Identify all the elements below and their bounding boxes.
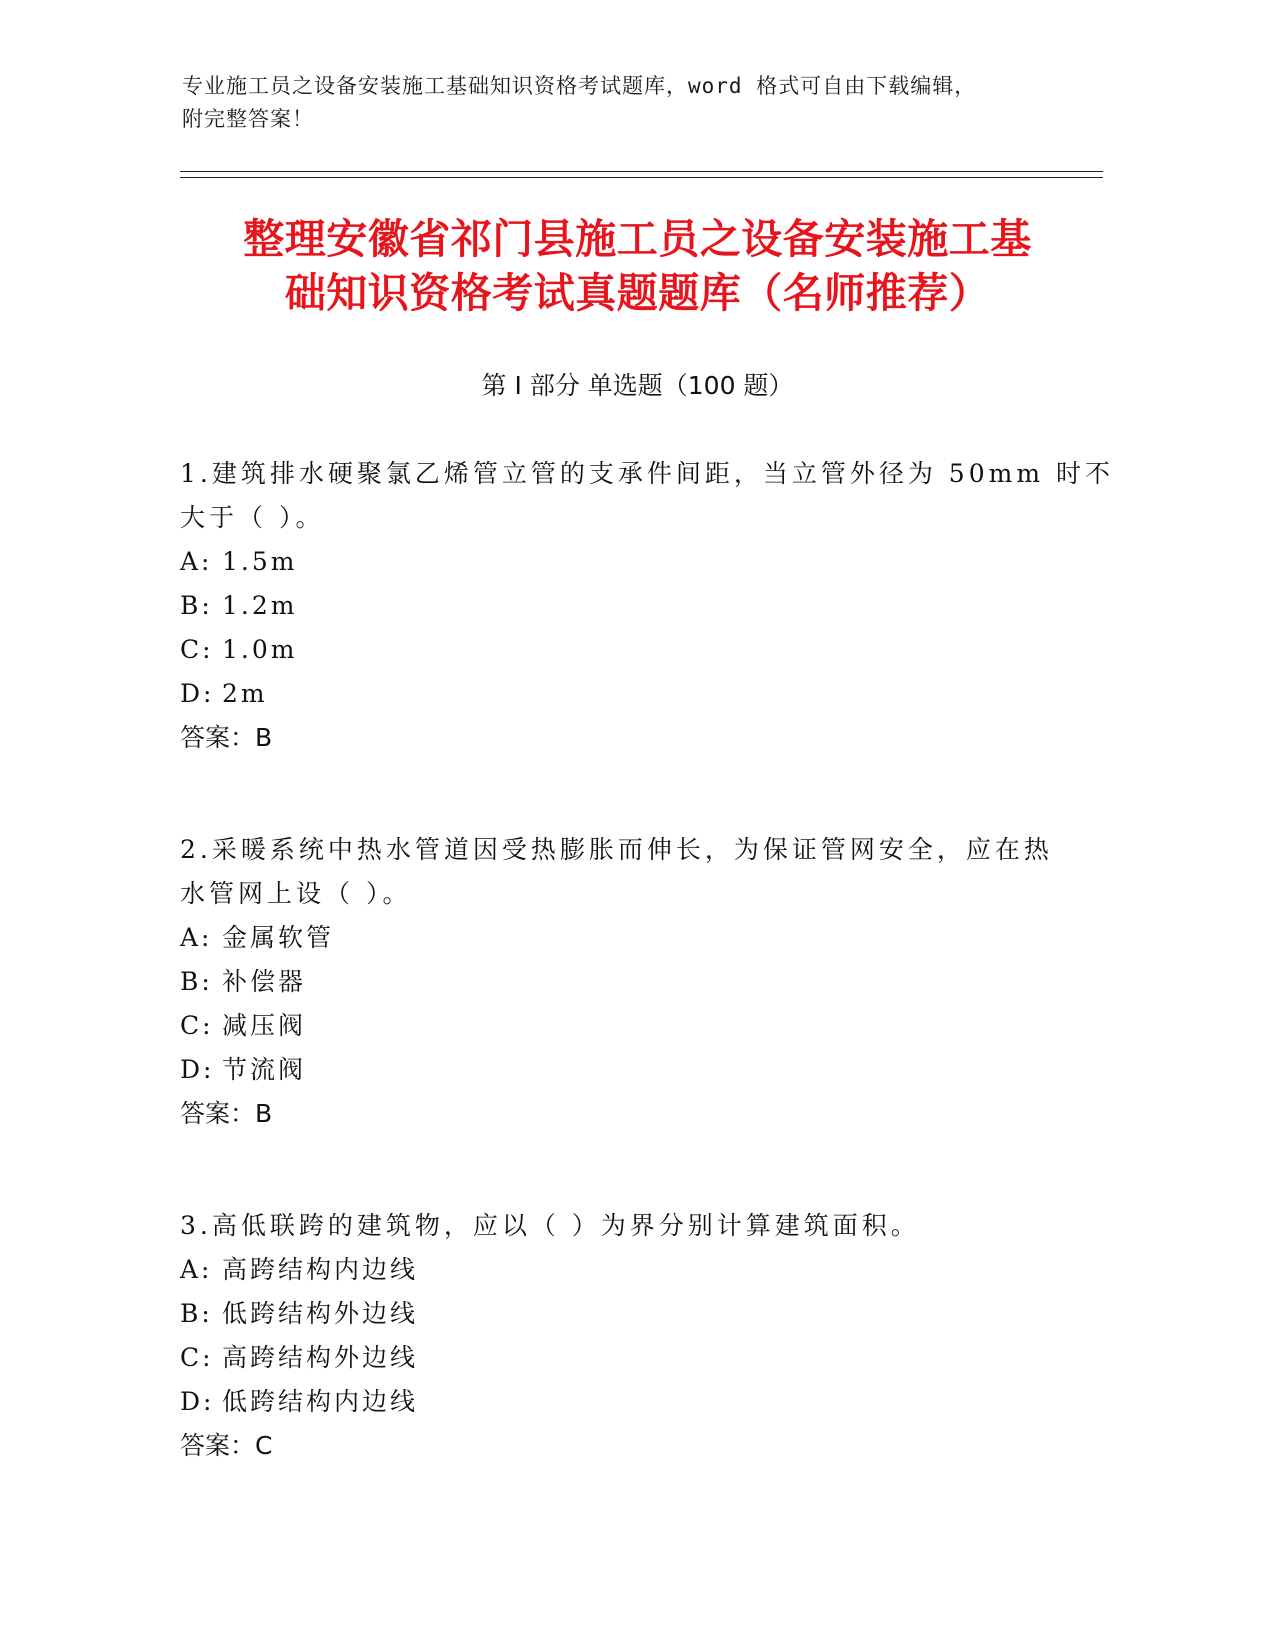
answer-label: 答案：C [180, 1431, 273, 1460]
header-note-line-2: 附完整答案！ [182, 107, 314, 131]
option-b [180, 1292, 1060, 1336]
option-letter: B: [180, 591, 213, 620]
option-text: 节流阀 [222, 1055, 307, 1084]
option-letter: C: [180, 1011, 214, 1040]
option-c [180, 1336, 1060, 1380]
option-a [180, 916, 1060, 960]
option-letter: A: [180, 923, 213, 952]
option-letter: C: [180, 635, 214, 664]
header-divider-bottom [180, 177, 1103, 178]
question-1 [180, 452, 1114, 760]
option-d [180, 1048, 1060, 1092]
question-stem-line: 水管网上设（ ）。 [180, 879, 412, 908]
answer-label: 答案：B [180, 723, 273, 752]
document-title [150, 212, 1125, 320]
question-list [180, 452, 1114, 1468]
option-text: 1.2m [222, 591, 298, 620]
option-letter: B: [180, 967, 213, 996]
option-b [180, 960, 1060, 1004]
option-letter: A: [180, 547, 213, 576]
option-text: 高跨结构内边线 [222, 1255, 419, 1284]
option-text: 1.5m [222, 547, 298, 576]
question-spacer [180, 1136, 1060, 1204]
option-letter: C: [180, 1343, 214, 1372]
option-text: 2m [222, 679, 268, 708]
question-stem-line: 1.建筑排水硬聚氯乙烯管立管的支承件间距，当立管外径为 50mm 时不 [180, 459, 1114, 488]
option-text: 金属软管 [222, 923, 335, 952]
option-d [180, 1380, 1060, 1424]
document-title-line-2: 础知识资格考试真题题库（名师推荐） [284, 269, 991, 317]
option-c [180, 1004, 1060, 1048]
option-letter: B: [180, 1299, 213, 1328]
option-text: 低跨结构内边线 [222, 1387, 419, 1416]
option-text: 低跨结构外边线 [222, 1299, 419, 1328]
option-text: 减压阀 [222, 1011, 307, 1040]
option-d [180, 672, 1060, 716]
option-letter: D: [180, 1055, 215, 1084]
option-a [180, 540, 1060, 584]
section-title: 第 I 部分 单选题（100 题） [481, 371, 794, 400]
option-text: 1.0m [222, 635, 298, 664]
question-stem [180, 452, 1114, 540]
option-letter: D: [180, 679, 215, 708]
option-text: 高跨结构外边线 [222, 1343, 419, 1372]
header-note [182, 70, 1082, 136]
option-text: 补偿器 [222, 967, 307, 996]
document-title-line-1: 整理安徽省祁门县施工员之设备安装施工基 [243, 215, 1032, 263]
question-2 [180, 828, 1060, 1136]
answer-label: 答案：B [180, 1099, 273, 1128]
header-divider-top [180, 171, 1103, 172]
option-letter: A: [180, 1255, 213, 1284]
question-stem-line: 2.采暖系统中热水管道因受热膨胀而伸长，为保证管网安全，应在热 [180, 835, 1053, 864]
question-3 [180, 1204, 1060, 1468]
question-stem-line: 3.高低联跨的建筑物，应以（ ）为界分别计算建筑面积。 [180, 1211, 920, 1240]
option-letter: D: [180, 1387, 215, 1416]
question-stem-line: 大于（ ）。 [180, 503, 325, 532]
option-c [180, 628, 1060, 672]
option-b [180, 584, 1060, 628]
option-a [180, 1248, 1060, 1292]
header-note-line-1: 专业施工员之设备安装施工基础知识资格考试题库，word 格式可自由下载编辑， [182, 74, 977, 98]
question-stem [180, 828, 1060, 916]
question-spacer [180, 760, 1060, 828]
question-stem [180, 1204, 1060, 1248]
